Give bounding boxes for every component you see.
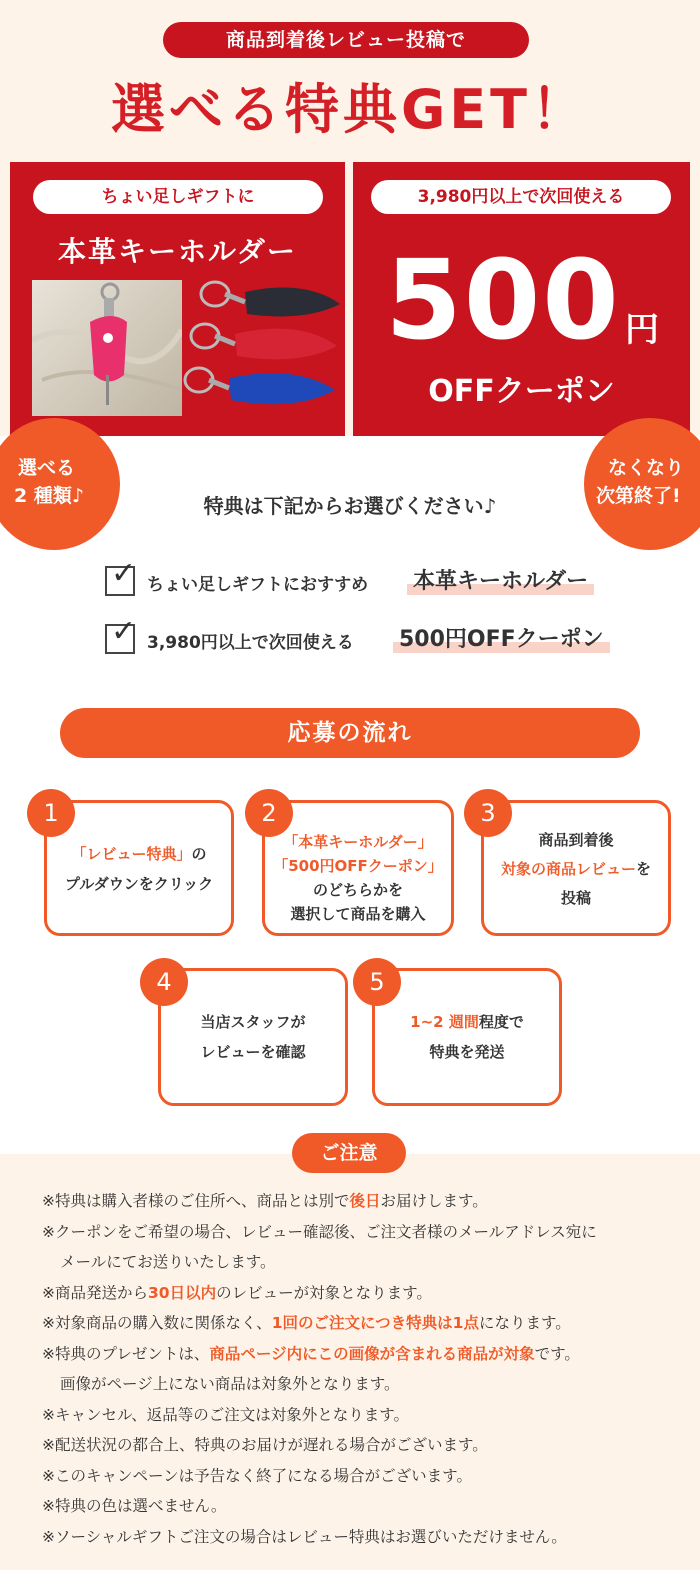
step-3-line3: 投稿 [560, 889, 591, 907]
note-6: ※キャンセル、返品等のご注文は対象外となります。 [42, 1405, 410, 1424]
coupon-unit: 円 [625, 310, 659, 350]
checklist-emphasis: 本革キーホルダー [407, 564, 594, 595]
badge-right-line1: なくなり [608, 457, 685, 479]
note-7: ※配送状況の都合上、特典のお届けが遅れる場合がございます。 [42, 1436, 488, 1454]
step-2-line3: のどちらかを [312, 881, 403, 899]
step-1-line1: 「レビュー特典」の [71, 845, 207, 863]
note-5-cont: 画像がページ上にない商品は対象外となります。 [60, 1375, 400, 1393]
step-4-line1: 当店スタッフが [200, 1013, 306, 1031]
step-3-number: 3 [464, 789, 512, 837]
coupon-pill: 3,980円以上で次回使える [371, 180, 671, 214]
step-2-line1: 「本革キーホルダー」 [283, 833, 433, 851]
notes-list [42, 1186, 682, 1552]
keyholder-title: 本革キーホルダー [58, 235, 297, 268]
keyholder-panel [10, 162, 345, 436]
keyholder-photo [32, 280, 182, 416]
badge-left-line1: 選べる [18, 457, 76, 479]
checkbox-icon: ✓ [105, 566, 135, 596]
keyholder-products-image [175, 274, 343, 424]
step-2-line4: 選択して商品を購入 [290, 905, 426, 923]
step-2-line2: 「500円OFFクーポン」 [273, 857, 443, 875]
keyholder-pill: ちょい足しギフトに [33, 180, 323, 214]
step-5-number: 5 [353, 958, 401, 1006]
campaign-subtitle-pill: 商品到着後レビュー投稿で [163, 22, 529, 58]
note-4: ※対象商品の購入数に関係なく、1回のご注文につき特典は1点になります。 [42, 1314, 571, 1332]
flow-title: 応募の流れ [60, 708, 640, 758]
note-1: ※特典は購入者様のご住所へ、商品とは別で後日お届けします。 [42, 1192, 488, 1210]
step-1-number: 1 [27, 789, 75, 837]
coupon-panel [353, 162, 690, 436]
note-10: ※ソーシャルギフトご注文の場合はレビュー特典はお選びいただけません。 [42, 1527, 567, 1546]
note-8: ※このキャンペーンは予告なく終了になる場合がございます。 [42, 1466, 472, 1485]
checklist-prefix: 3,980円以上で次回使える [147, 633, 354, 653]
campaign-headline: 選べる特典GET！ [110, 78, 590, 141]
note-9: ※特典の色は選べません。 [42, 1497, 227, 1515]
step-4-number: 4 [140, 958, 188, 1006]
step-3-line1: 商品到着後 [538, 831, 614, 849]
step-5-line1: 1~2 週間程度で [410, 1013, 524, 1031]
checklist-prefix: ちょい足しギフトにおすすめ [147, 575, 369, 595]
badge-right-line2: 次第終了! [596, 485, 681, 507]
badge-left-line2: 2 種類♪ [14, 485, 84, 507]
step-1-line2: プルダウンをクリック [64, 875, 214, 893]
step-2-number: 2 [245, 789, 293, 837]
notes-title: ご注意 [292, 1133, 406, 1173]
checklist-emphasis: 500円OFFクーポン [393, 622, 610, 653]
step-5-line2: 特典を発送 [429, 1043, 505, 1061]
note-5: ※特典のプレゼントは、商品ページ内にこの画像が含まれる商品が対象です。 [42, 1344, 580, 1363]
step-4-line2: レビューを確認 [200, 1043, 306, 1061]
content-area [0, 436, 700, 1154]
step-3-line2: 対象の商品レビューを [500, 860, 652, 878]
coupon-amount: 500 [385, 236, 621, 364]
step-5-card [372, 968, 562, 1106]
note-3: ※商品発送から30日以内のレビューが対象となります。 [42, 1283, 432, 1302]
note-2: ※クーポンをご希望の場合、レビュー確認後、ご注文者様のメールアドレス宛に [42, 1222, 597, 1241]
checkbox-icon: ✓ [105, 624, 135, 654]
coupon-off-label: OFFクーポン [428, 374, 615, 409]
note-2-cont: メールにてお送りいたします。 [60, 1253, 276, 1271]
choose-instruction: 特典は下記からお選びください♪ [203, 494, 497, 518]
